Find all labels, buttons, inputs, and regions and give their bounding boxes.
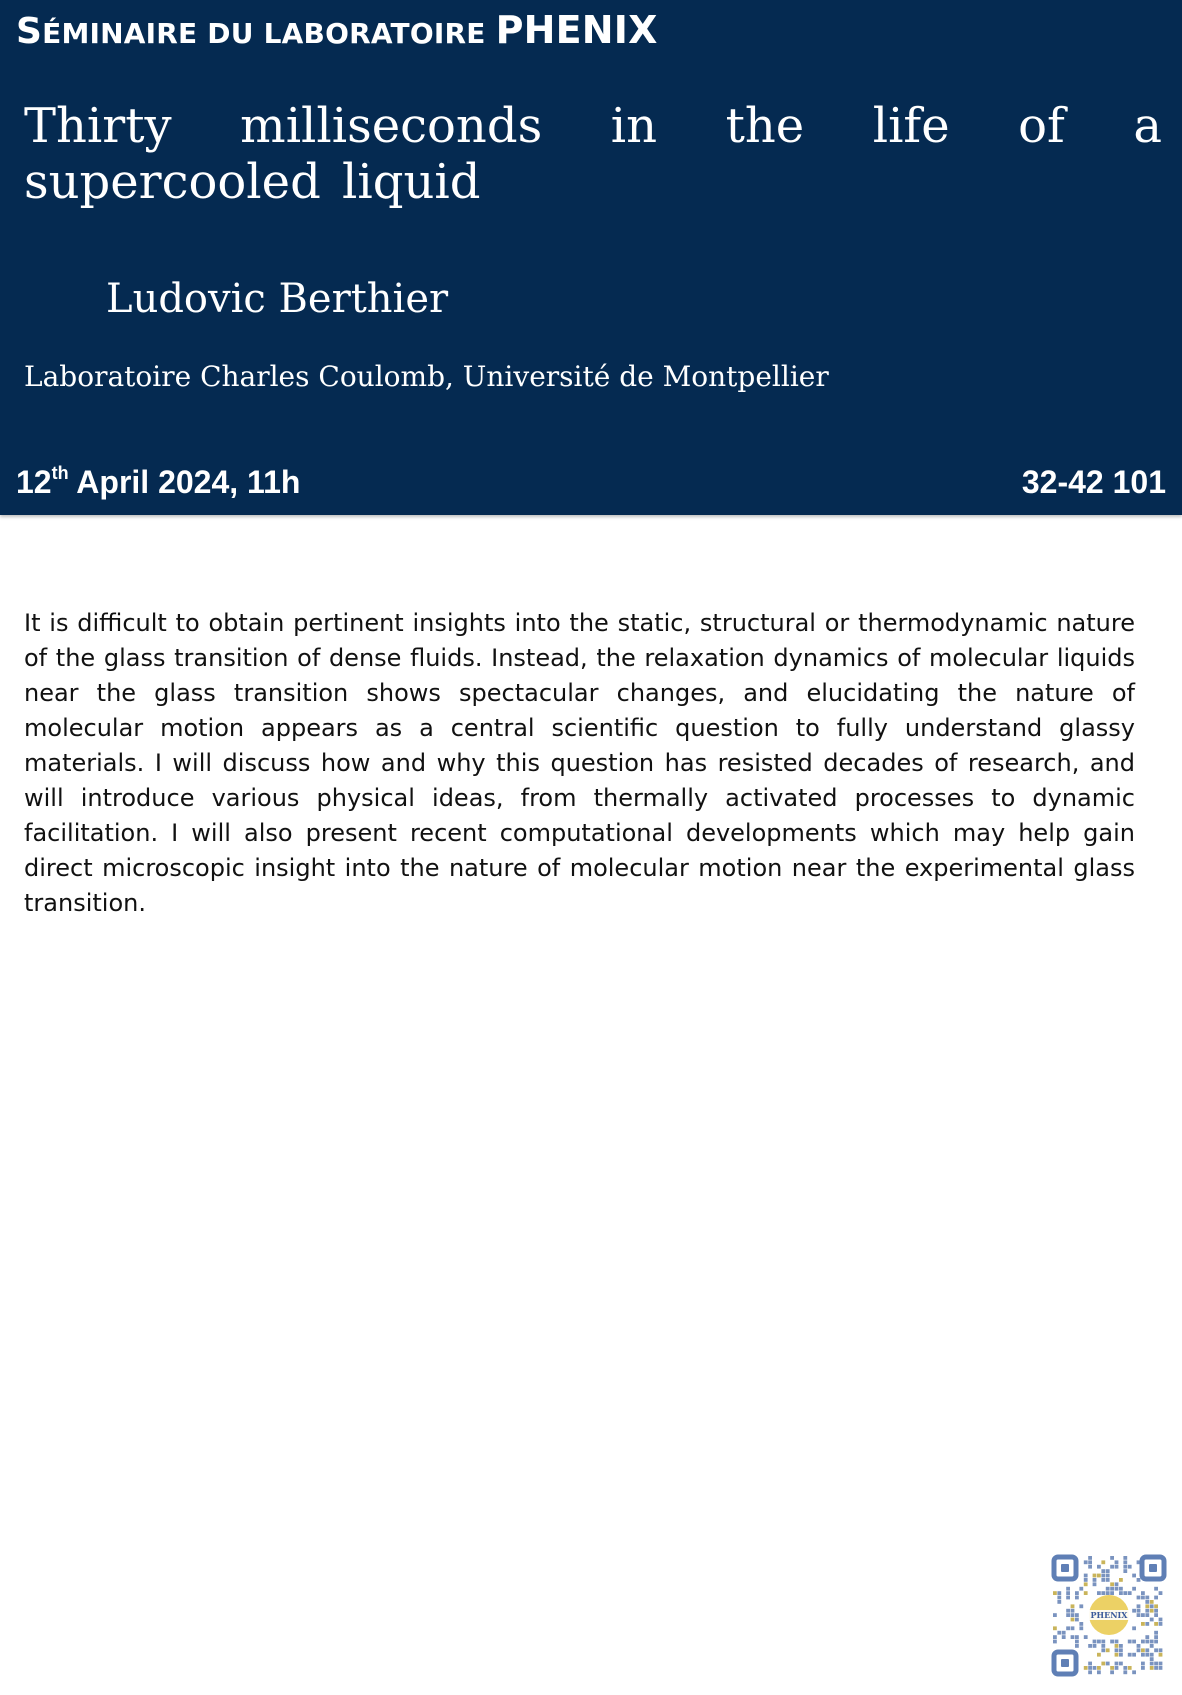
qr-module [1071,1609,1075,1613]
qr-module [1154,1648,1158,1652]
qr-module [1115,1648,1119,1652]
qr-module [1101,1591,1105,1595]
qr-module [1110,1666,1114,1670]
date-day: 12 [16,464,52,500]
qr-module [1150,1662,1154,1666]
qr-module [1141,1613,1145,1617]
qr-module [1075,1618,1079,1622]
qr-module [1123,1560,1127,1564]
qr-module [1062,1631,1066,1635]
qr-module [1150,1666,1154,1670]
qr-module [1106,1662,1110,1666]
qr-module [1088,1666,1092,1670]
header-banner [0,0,1182,515]
qr-module [1145,1653,1149,1657]
qr-module [1057,1600,1061,1604]
qr-module [1110,1565,1114,1569]
qr-module [1097,1666,1101,1670]
qr-module [1053,1613,1057,1617]
qr-module [1132,1640,1136,1644]
qr-module [1101,1644,1105,1648]
qr-module [1106,1648,1110,1652]
qr-module [1071,1604,1075,1608]
qr-module [1115,1560,1119,1564]
qr-module [1141,1596,1145,1600]
lab-name: PHENIX [495,8,658,52]
qr-module [1119,1648,1123,1652]
qr-module [1106,1569,1110,1573]
qr-module [1145,1640,1149,1644]
qr-module [1115,1653,1119,1657]
qr-module [1110,1591,1114,1595]
qr-module [1101,1662,1105,1666]
qr-module [1093,1644,1097,1648]
qr-module [1123,1569,1127,1573]
qr-module [1110,1556,1114,1560]
qr-module [1137,1644,1141,1648]
qr-module [1154,1604,1158,1608]
qr-module [1084,1560,1088,1564]
qr-module [1084,1574,1088,1578]
qr-module [1101,1640,1105,1644]
qr-module [1159,1653,1163,1657]
qr-module [1119,1587,1123,1591]
qr-module [1123,1565,1127,1569]
qr-module [1079,1626,1083,1630]
qr-module [1066,1626,1070,1630]
qr-module [1154,1613,1158,1617]
qr-module [1088,1556,1092,1560]
qr-module [1119,1578,1123,1582]
qr-module [1132,1626,1136,1630]
qr-module [1097,1653,1101,1657]
qr-module [1084,1666,1088,1670]
talk-abstract: It is difficult to obtain pertinent insights into the static, structural or thermodynamic nature of the glass transition of dense fluids. Instead, the relaxation dynamics of molecular liquids near the glass transition shows spectacular changes, and elucidating the nature of molecular motion appears as a central scientific question to fully understand glassy materials. I will discuss how and why this question has resisted decades of research, and will introduce various physical ideas, from thermally activated processes to dynamic facilitation. I will also present recent computational developments which may help gain direct microscopic insight into the nature of molecular motion near the experimental glass transition. [24,609,1135,917]
speaker-affiliation: Laboratoire Charles Coulomb, Université de Montpellier [24,360,829,393]
qr-module [1066,1596,1070,1600]
qr-module [1145,1622,1149,1626]
qr-module [1154,1640,1158,1644]
qr-module [1159,1666,1163,1670]
qr-module [1075,1596,1079,1600]
qr-module [1141,1662,1145,1666]
qr-module [1154,1631,1158,1635]
seminar-label: ÉMINAIRE DU LABORATOIRE [42,17,486,50]
qr-module [1071,1618,1075,1622]
qr-module [1123,1666,1127,1670]
speaker-name: Ludovic Berthier [106,276,449,322]
qr-module [1154,1666,1158,1670]
qr-module [1150,1600,1154,1604]
qr-module [1150,1609,1154,1613]
seminar-heading [16,8,658,52]
qr-module [1119,1644,1123,1648]
qr-module [1128,1591,1132,1595]
qr-module [1066,1613,1070,1617]
qr-module [1093,1666,1097,1670]
qr-module [1132,1609,1136,1613]
qr-module [1057,1591,1061,1595]
qr-module [1088,1644,1092,1648]
qr-module [1088,1670,1092,1674]
qr-module [1119,1591,1123,1595]
qr-module [1079,1604,1083,1608]
qr-module [1071,1626,1075,1630]
qr-module [1093,1574,1097,1578]
qr-module [1150,1604,1154,1608]
qr-module [1128,1666,1132,1670]
qr-module [1053,1591,1057,1595]
qr-module [1150,1640,1154,1644]
qr-module [1154,1662,1158,1666]
qr-module [1097,1640,1101,1644]
qr-module [1101,1569,1105,1573]
qr-module [1106,1578,1110,1582]
qr-module [1128,1565,1132,1569]
qr-module [1071,1613,1075,1617]
qr-module [1088,1565,1092,1569]
qr-module [1128,1640,1132,1644]
qr-module [1159,1591,1163,1595]
qr-module [1137,1596,1141,1600]
qr-module [1137,1609,1141,1613]
qr-module [1137,1604,1141,1608]
qr-module [1115,1565,1119,1569]
qr-code-icon [1050,1553,1168,1678]
qr-module [1075,1613,1079,1617]
qr-module [1141,1653,1145,1657]
qr-module [1101,1574,1105,1578]
qr-module [1145,1635,1149,1639]
qr-module [1075,1640,1079,1644]
qr-module [1141,1648,1145,1652]
qr-module [1145,1609,1149,1613]
qr-module [1066,1587,1070,1591]
qr-module [1075,1591,1079,1595]
qr-module [1150,1644,1154,1648]
qr-module [1154,1587,1158,1591]
qr-logo-text: PHENIX [1090,1610,1128,1620]
qr-module [1097,1670,1101,1674]
qr-module [1150,1653,1154,1657]
qr-module [1110,1640,1114,1644]
qr-module [1141,1640,1145,1644]
qr-module [1123,1556,1127,1560]
qr-module [1057,1596,1061,1600]
qr-module [1053,1635,1057,1639]
qr-module [1115,1666,1119,1670]
qr-module [1088,1560,1092,1564]
qr-module [1159,1618,1163,1622]
qr-module [1110,1587,1114,1591]
qr-module [1132,1587,1136,1591]
qr-module [1150,1618,1154,1622]
qr-module [1066,1609,1070,1613]
qr-module [1101,1648,1105,1652]
qr-module [1115,1582,1119,1586]
qr-module [1106,1574,1110,1578]
qr-module [1159,1662,1163,1666]
qr-module [1154,1622,1158,1626]
qr-module [1115,1662,1119,1666]
qr-module [1084,1591,1088,1595]
qr-module [1137,1648,1141,1652]
qr-module [1093,1640,1097,1644]
qr-module [1053,1626,1057,1630]
qr-module [1128,1653,1132,1657]
talk-title: Thirty milliseconds in the life of a supercooled liquid [24,98,1162,210]
event-room: 32-42 101 [1021,464,1166,500]
qr-module [1141,1591,1145,1595]
qr-module [1154,1609,1158,1613]
seminar-initial: S [16,11,43,52]
qr-module [1071,1635,1075,1639]
qr-module [1137,1578,1141,1582]
qr-module [1154,1635,1158,1639]
qr-module [1145,1648,1149,1652]
qr-module [1115,1644,1119,1648]
qr-module [1084,1578,1088,1582]
qr-module [1088,1662,1092,1666]
qr-module [1110,1582,1114,1586]
qr-module [1141,1622,1145,1626]
qr-module [1145,1600,1149,1604]
qr-module [1154,1596,1158,1600]
qr-module [1137,1613,1141,1617]
qr-module [1132,1670,1136,1674]
qr-module [1119,1662,1123,1666]
qr-module [1101,1560,1105,1564]
qr-module [1115,1640,1119,1644]
qr-module [1123,1591,1127,1595]
qr-module [1132,1574,1136,1578]
qr-module [1097,1591,1101,1595]
qr-module [1145,1604,1149,1608]
qr-module [1106,1587,1110,1591]
qr-module [1145,1596,1149,1600]
qr-module [1066,1591,1070,1595]
qr-module [1053,1640,1057,1644]
qr-module [1084,1635,1088,1639]
qr-module [1084,1582,1088,1586]
date-suffix: th [51,463,69,484]
qr-module [1159,1622,1163,1626]
qr-module [1115,1587,1119,1591]
qr-module [1079,1622,1083,1626]
qr-module [1132,1653,1136,1657]
qr-module [1093,1578,1097,1582]
qr-module [1110,1670,1114,1674]
qr-module [1062,1635,1066,1639]
qr-module [1141,1666,1145,1670]
qr-module [1079,1587,1083,1591]
qr-module [1075,1635,1079,1639]
qr-module [1097,1565,1101,1569]
qr-module [1093,1582,1097,1586]
qr-module [1150,1657,1154,1661]
qr-module [1101,1578,1105,1582]
qr-module [1123,1670,1127,1674]
qr-module [1057,1631,1061,1635]
qr-module [1097,1574,1101,1578]
event-date [16,464,300,501]
qr-module [1145,1613,1149,1617]
qr-module [1159,1648,1163,1652]
qr-module [1106,1591,1110,1595]
date-rest: April 2024, 11h [68,464,301,500]
qr-module [1119,1653,1123,1657]
qr-module [1075,1644,1079,1648]
